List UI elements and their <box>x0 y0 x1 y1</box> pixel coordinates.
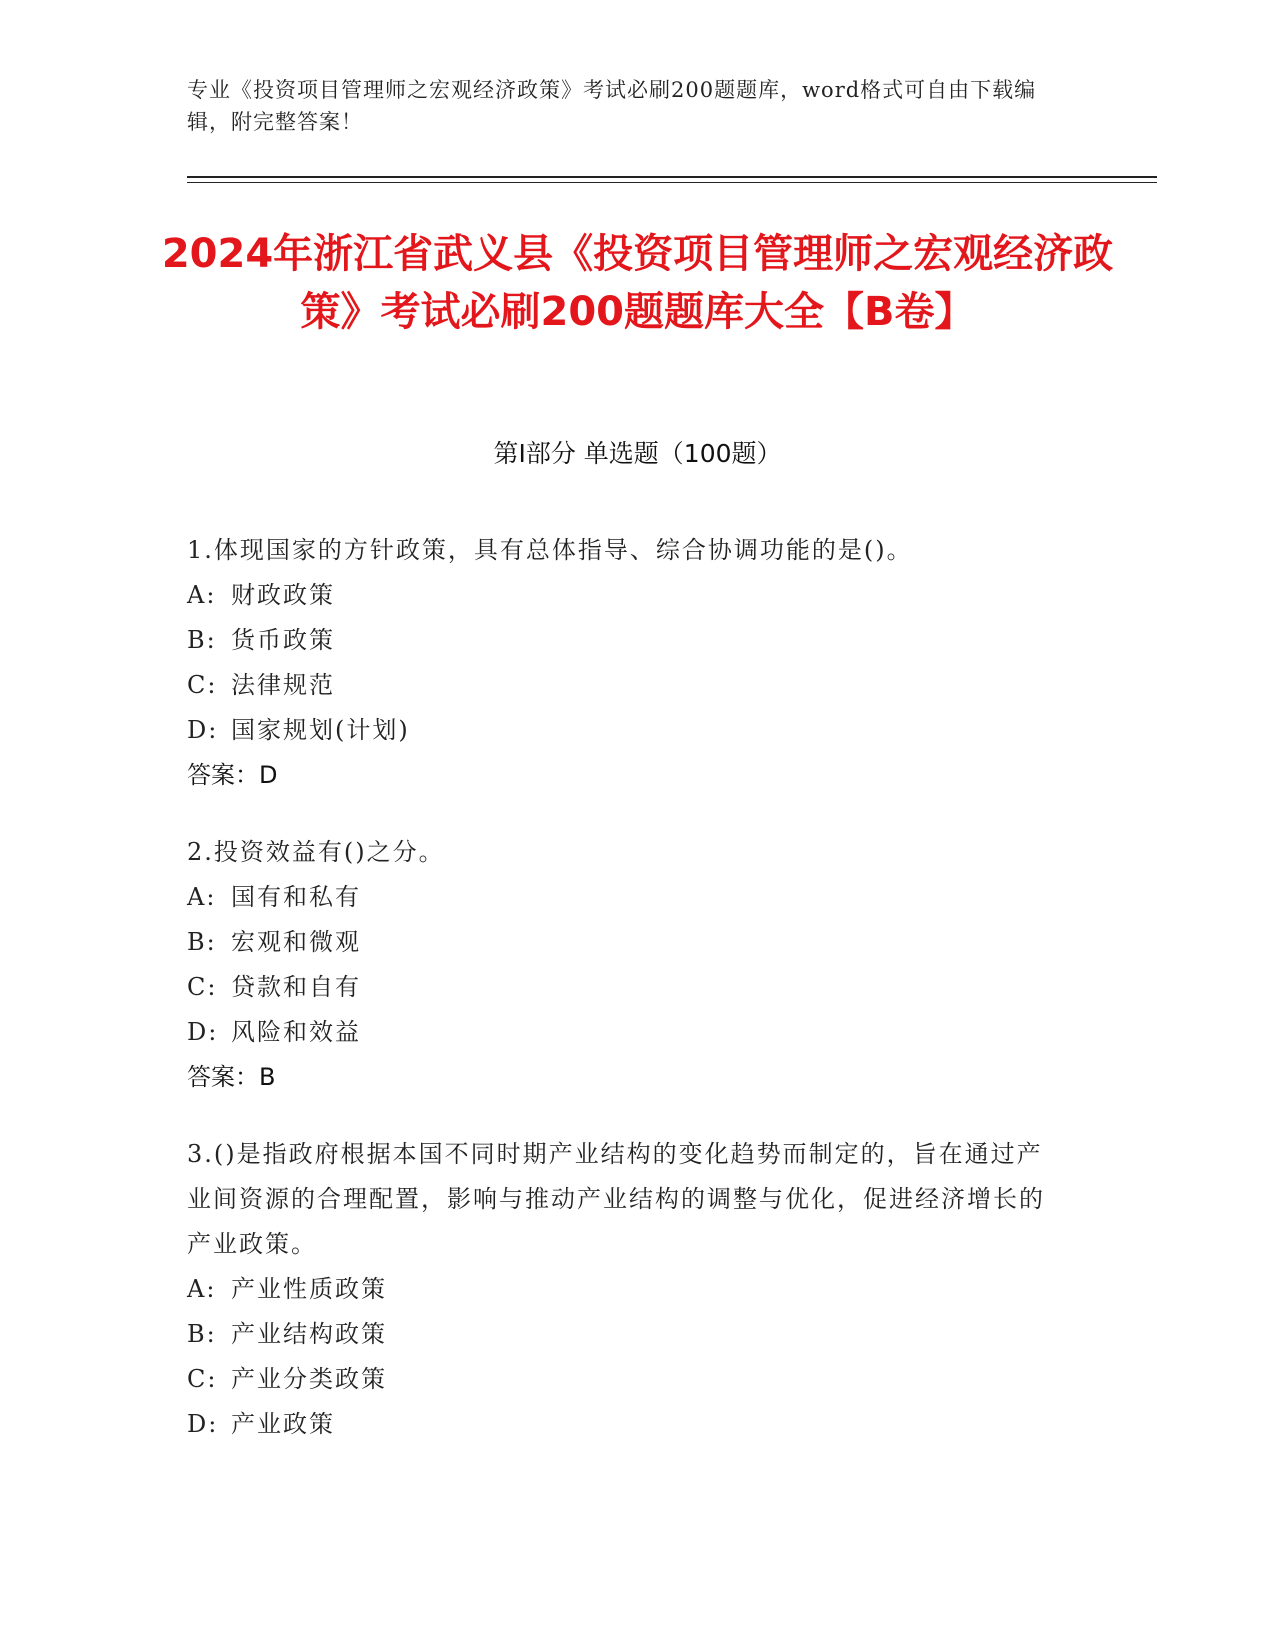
option-letter: C: <box>187 973 218 1001</box>
header-rule-thick <box>187 176 1157 178</box>
option-text: 财政政策 <box>231 581 335 609</box>
option-a <box>187 573 1067 618</box>
section-heading: 第I部分 单选题（100题） <box>493 439 782 468</box>
option-text: 产业结构政策 <box>231 1320 387 1348</box>
option-letter: B: <box>187 928 217 956</box>
option-text: 宏观和微观 <box>231 928 361 956</box>
option-text: 贷款和自有 <box>231 973 361 1001</box>
option-text: 国家规划(计划) <box>231 716 410 744</box>
question-1 <box>187 528 1067 798</box>
option-text: 法律规范 <box>231 671 335 699</box>
option-text: 产业政策 <box>231 1410 335 1438</box>
option-letter: C: <box>187 1365 218 1393</box>
option-letter: A: <box>187 1275 217 1303</box>
option-a <box>187 1267 1067 1312</box>
option-b <box>187 920 1067 965</box>
option-letter: D: <box>187 716 219 744</box>
question-stem: 3.()是指政府根据本国不同时期产业结构的变化趋势而制定的，旨在通过产业间资源的合理配置，影响与推动产业结构的调整与优化，促进经济增长的产业政策。 <box>187 1140 1045 1258</box>
header-note: 专业《投资项目管理师之宏观经济政策》考试必刷200题题库，word格式可自由下载编辑，附完整答案！ <box>187 78 1037 134</box>
option-d <box>187 708 1067 753</box>
option-letter: D: <box>187 1018 219 1046</box>
option-d <box>187 1010 1067 1055</box>
option-d <box>187 1402 1067 1447</box>
option-letter: B: <box>187 626 217 654</box>
answer-line: 答案：D <box>187 761 278 789</box>
document-title: 2024年浙江省武义县《投资项目管理师之宏观经济政策》考试必刷200题题库大全【B卷】 <box>161 231 1114 335</box>
option-letter: B: <box>187 1320 217 1348</box>
answer-line: 答案：B <box>187 1063 276 1091</box>
option-letter: D: <box>187 1410 219 1438</box>
option-letter: A: <box>187 581 217 609</box>
question-3 <box>187 1132 1067 1447</box>
option-text: 国有和私有 <box>231 883 361 911</box>
option-letter: A: <box>187 883 217 911</box>
question-list <box>187 528 1067 1479</box>
option-text: 风险和效益 <box>231 1018 361 1046</box>
option-c <box>187 965 1067 1010</box>
option-a <box>187 875 1067 920</box>
option-text: 产业性质政策 <box>231 1275 387 1303</box>
option-text: 产业分类政策 <box>231 1365 387 1393</box>
question-stem: 1.体现国家的方针政策，具有总体指导、综合协调功能的是()。 <box>187 536 913 564</box>
question-2 <box>187 830 1067 1100</box>
option-text: 货币政策 <box>231 626 335 654</box>
option-letter: C: <box>187 671 218 699</box>
option-c <box>187 1357 1067 1402</box>
option-c <box>187 663 1067 708</box>
header-rule-thin <box>187 182 1157 183</box>
option-b <box>187 618 1067 663</box>
question-stem: 2.投资效益有()之分。 <box>187 838 445 866</box>
option-b <box>187 1312 1067 1357</box>
